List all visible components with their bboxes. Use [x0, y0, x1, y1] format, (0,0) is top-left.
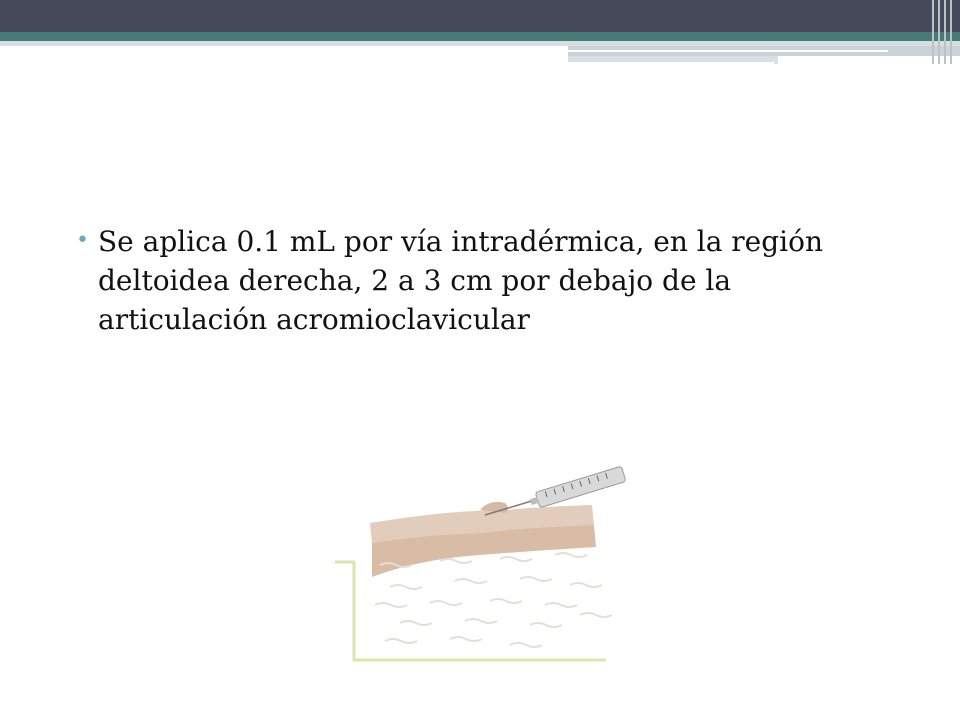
bullet-text: Se aplica 0.1 mL por vía intradérmica, en la región deltoidea derecha, 2 a 3 cm por debajo de la articulación acromioclavicular — [98, 225, 824, 336]
header-dark-bar — [0, 0, 960, 32]
header-vertical-line — [950, 0, 952, 64]
bracket-line — [335, 562, 606, 660]
header-accent-line — [568, 50, 888, 52]
intradermal-injection-illustration — [330, 455, 640, 670]
header-vertical-line — [932, 0, 934, 64]
bullet-item — [76, 222, 906, 339]
header-vertical-line — [938, 0, 940, 64]
header-vertical-line — [944, 0, 946, 64]
syringe — [529, 466, 626, 510]
header-teal-bar — [0, 32, 960, 41]
bullet-marker: • — [76, 228, 89, 253]
tissue-fibers — [375, 553, 612, 647]
header-accent-line-short — [568, 62, 774, 64]
